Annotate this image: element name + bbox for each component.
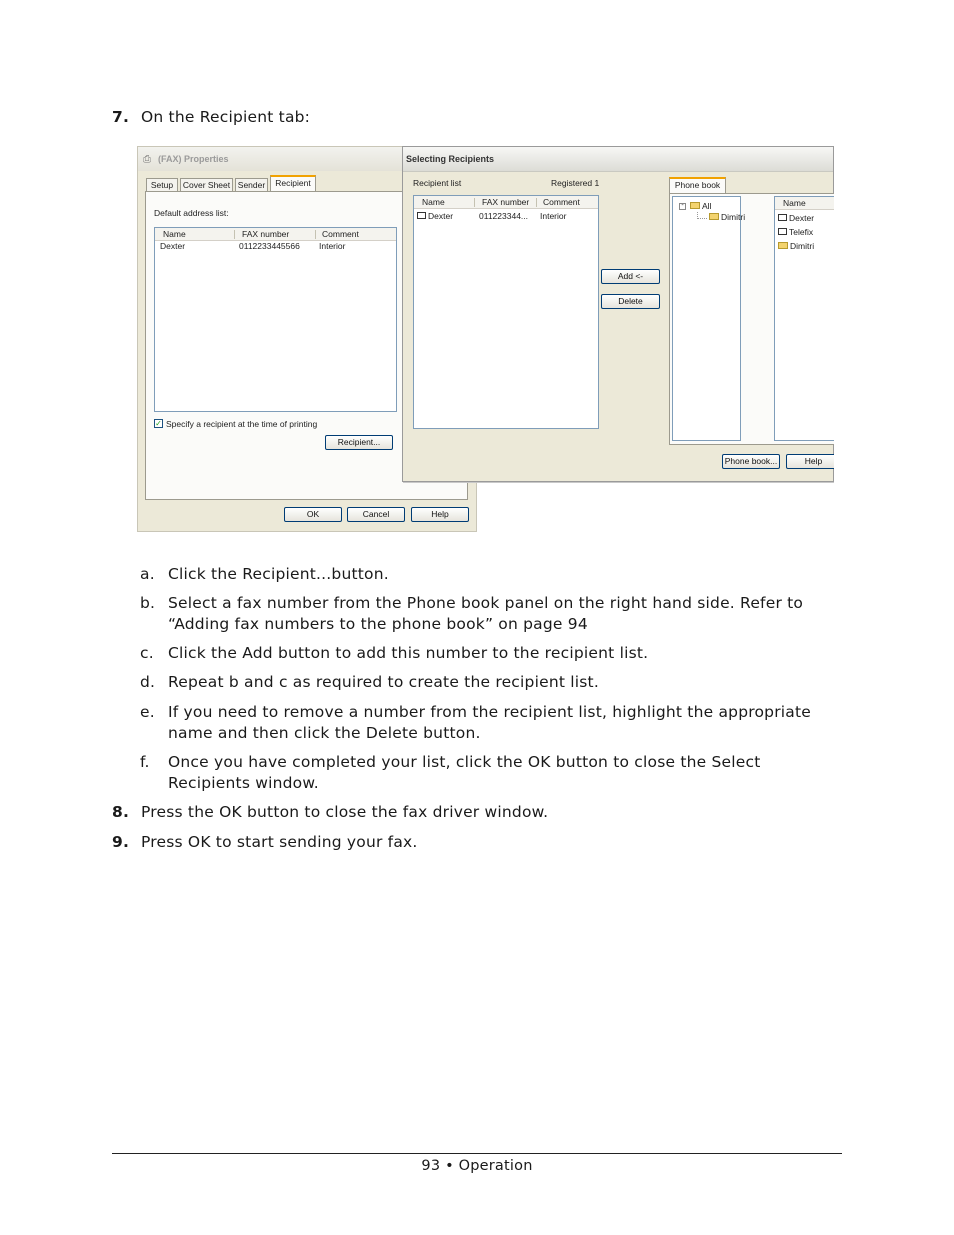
row-fax: 011223344... — [479, 211, 528, 221]
column-comment[interactable]: Comment — [322, 229, 359, 239]
list-item[interactable]: Dimitri — [778, 241, 814, 251]
substep-text: Select a fax number from the Phone book panel on the right hand side. Refer to “Adding fax numbers to the phone book” on page 94 — [168, 594, 804, 633]
checkbox-label: Specify a recipient at the time of printing — [166, 419, 318, 429]
step-text: Press OK to start sending your fax. — [141, 833, 418, 851]
row-comment: Interior — [540, 211, 567, 221]
list-item[interactable]: Dexter — [778, 213, 814, 223]
substep-letter: f. — [140, 753, 150, 771]
default-address-list[interactable] — [154, 227, 397, 412]
column-comment[interactable]: Comment — [543, 197, 580, 207]
recipient-button[interactable]: Recipient... — [325, 435, 393, 450]
envelope-icon — [778, 228, 787, 235]
recipient-list-label: Recipient list — [413, 178, 462, 188]
selecting-recipients-window — [402, 146, 834, 482]
phone-book-panel — [669, 193, 834, 445]
registered-count: Registered 1 — [551, 178, 600, 188]
add-button[interactable]: Add <- — [601, 269, 660, 284]
list-header — [775, 197, 834, 210]
step-text: On the Recipient tab: — [141, 108, 311, 126]
substep-letter: b. — [140, 594, 156, 612]
list-item[interactable] — [155, 241, 396, 252]
title-bar — [403, 147, 833, 172]
folder-icon — [709, 213, 719, 220]
cancel-button[interactable]: Cancel — [347, 507, 405, 522]
delete-button[interactable]: Delete — [601, 294, 660, 309]
tab-recipient[interactable]: Recipient — [270, 175, 316, 192]
tree-child[interactable]: Dimitri — [709, 212, 745, 222]
list-item[interactable] — [414, 211, 598, 222]
substep-letter: d. — [140, 673, 156, 691]
help-button[interactable]: Help — [411, 507, 469, 522]
window-title: (FAX) Properties — [158, 154, 229, 164]
substep-text: Click the Recipient...button. — [168, 565, 389, 583]
list-item[interactable]: Telefix — [778, 227, 813, 237]
envelope-icon — [778, 214, 787, 221]
tab-phone-book[interactable]: Phone book — [669, 177, 726, 194]
tab-cover-sheet[interactable]: Cover Sheet — [180, 178, 233, 192]
list-header — [414, 196, 598, 209]
ok-button[interactable]: OK — [284, 507, 342, 522]
row-name: Dexter — [160, 241, 186, 251]
default-address-label: Default address list: — [154, 208, 229, 218]
footer-rule — [112, 1153, 842, 1154]
substep-text: Once you have completed your list, click the OK button to close the Select Recipients window. — [168, 753, 761, 792]
folder-icon — [690, 202, 700, 209]
envelope-icon — [417, 212, 426, 219]
row-comment: Interior — [319, 241, 346, 251]
tab-setup[interactable]: Setup — [146, 178, 178, 192]
row-fax: 0112233445566 — [239, 241, 300, 251]
substep-letter: e. — [140, 703, 155, 721]
substep-letter: c. — [140, 644, 154, 662]
tree-root[interactable]: All — [690, 201, 711, 211]
recipient-list[interactable] — [413, 195, 599, 429]
column-name[interactable]: Name — [783, 198, 806, 208]
step-number: 8. — [112, 803, 130, 821]
step-number: 9. — [112, 833, 130, 851]
phone-book-tree[interactable] — [672, 196, 746, 441]
window-title: Selecting Recipients — [406, 154, 495, 164]
phone-book-button[interactable]: Phone book... — [722, 454, 780, 469]
tab-sender[interactable]: Sender — [235, 178, 268, 192]
column-fax-number[interactable]: FAX number — [242, 229, 290, 239]
printer-icon: ⎙ — [143, 154, 151, 165]
screenshot-figure — [137, 146, 834, 532]
folder-icon — [778, 242, 788, 249]
step-number: 7. — [112, 108, 130, 126]
column-fax-number[interactable]: FAX number — [482, 197, 530, 207]
substep-text: Click the Add button to add this number to the recipient list. — [168, 644, 649, 662]
step-text: Press the OK button to close the fax driver window. — [141, 803, 549, 821]
column-name[interactable]: Name — [163, 229, 186, 239]
collapse-icon[interactable]: - — [679, 203, 686, 210]
help-button[interactable]: Help — [786, 454, 834, 469]
substep-text: If you need to remove a number from the recipient list, highlight the appropriate name and then click the Delete button. — [168, 703, 811, 742]
substep-text: Repeat b and c as required to create the recipient list. — [168, 673, 599, 691]
substep-letter: a. — [140, 565, 155, 583]
list-header — [155, 228, 396, 241]
specify-recipient-checkbox[interactable]: ✓ — [155, 419, 162, 428]
phone-book-list[interactable] — [774, 196, 834, 441]
row-name: Dexter — [417, 211, 453, 221]
page-footer: 93 • Operation — [421, 1158, 533, 1174]
column-name[interactable]: Name — [422, 197, 445, 207]
